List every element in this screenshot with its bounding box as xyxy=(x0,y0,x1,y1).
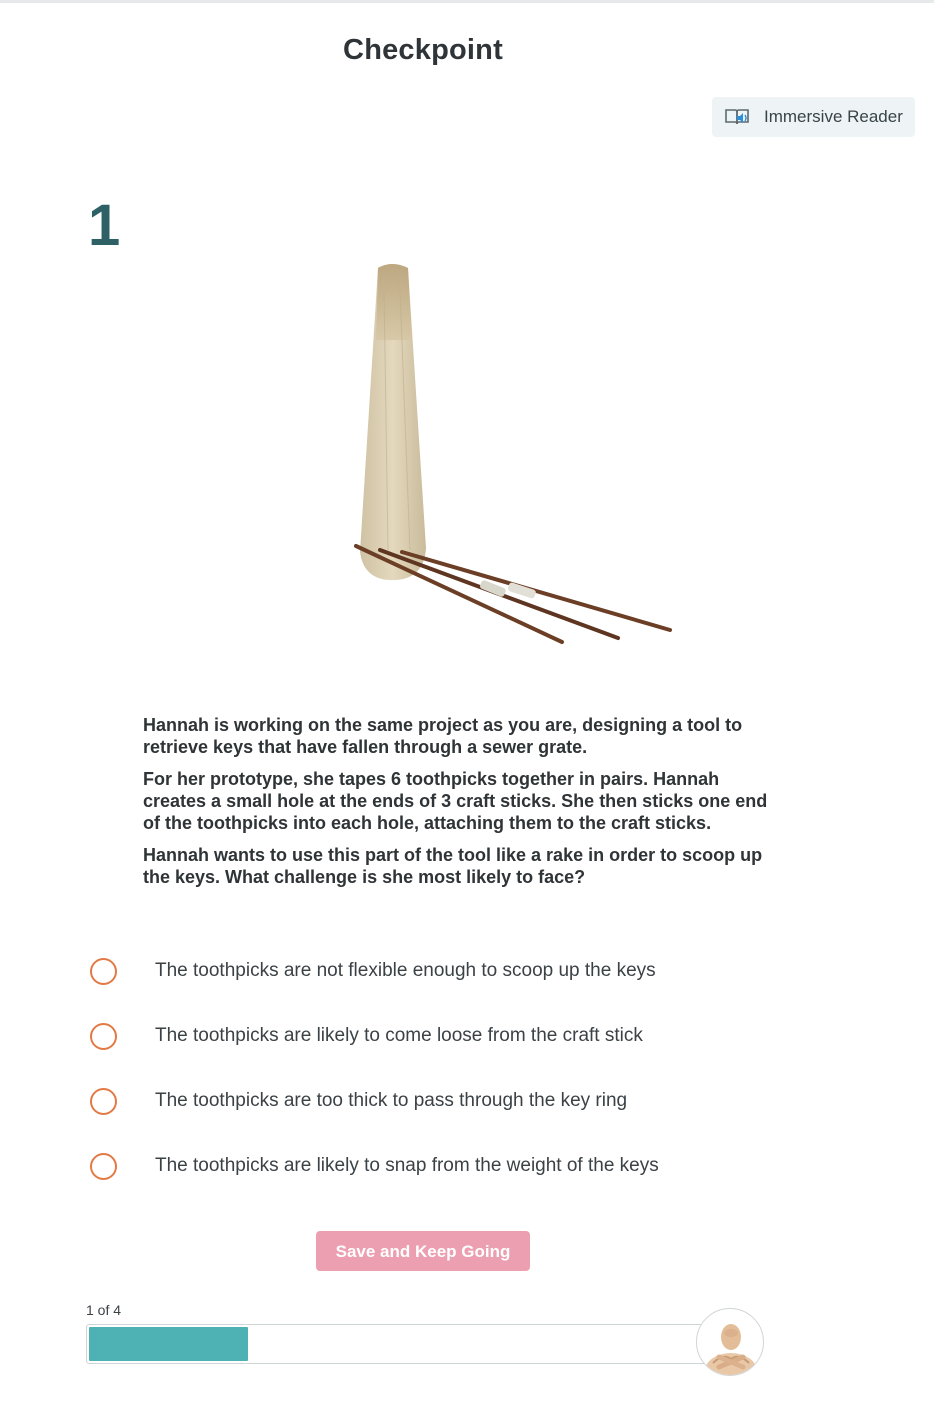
radio-button[interactable] xyxy=(90,1023,117,1050)
save-and-keep-going-button[interactable]: Save and Keep Going xyxy=(316,1231,530,1271)
radio-button[interactable] xyxy=(90,1153,117,1180)
answer-option-text: The toothpicks are not flexible enough to scoop up the keys xyxy=(155,960,656,981)
question-number: 1 xyxy=(88,193,121,258)
progress-bar xyxy=(86,1324,726,1364)
answer-option-text: The toothpicks are likely to come loose from the craft stick xyxy=(155,1025,643,1046)
answer-option-text: The toothpicks are likely to snap from the weight of the keys xyxy=(155,1155,659,1176)
answer-option-2[interactable] xyxy=(90,1019,810,1053)
answer-option-text: The toothpicks are too thick to pass through the key ring xyxy=(155,1090,628,1111)
question-stem xyxy=(143,714,783,898)
progress-fill xyxy=(89,1327,248,1361)
page-title: Checkpoint xyxy=(343,34,503,66)
stem-paragraph: Hannah is working on the same project as you are, designing a tool to retrieve keys that have fallen through a sewer grate. xyxy=(143,715,743,757)
answer-option-1[interactable] xyxy=(90,954,810,988)
avatar-icon xyxy=(697,1309,764,1376)
answer-option-4[interactable] xyxy=(90,1149,810,1183)
immersive-reader-button[interactable] xyxy=(712,97,915,137)
immersive-reader-icon xyxy=(724,107,750,127)
top-divider xyxy=(0,0,934,3)
radio-button[interactable] xyxy=(90,1088,117,1115)
stem-paragraph: Hannah wants to use this part of the tool like a rake in order to scoop up the keys. What challenge is she most likely to face? xyxy=(143,845,763,887)
stem-paragraph: For her prototype, she tapes 6 toothpicks together in pairs. Hannah creates a small hole at the ends of 3 craft sticks. She then sticks one end of the toothpicks into each hole, attaching them to the craft sticks. xyxy=(143,769,768,833)
progress-label: 1 of 4 xyxy=(86,1302,122,1318)
immersive-reader-label: Immersive Reader xyxy=(764,107,903,126)
radio-button[interactable] xyxy=(90,958,117,985)
answer-option-3[interactable] xyxy=(90,1084,810,1118)
avatar[interactable] xyxy=(696,1308,764,1376)
prototype-image xyxy=(340,250,680,650)
